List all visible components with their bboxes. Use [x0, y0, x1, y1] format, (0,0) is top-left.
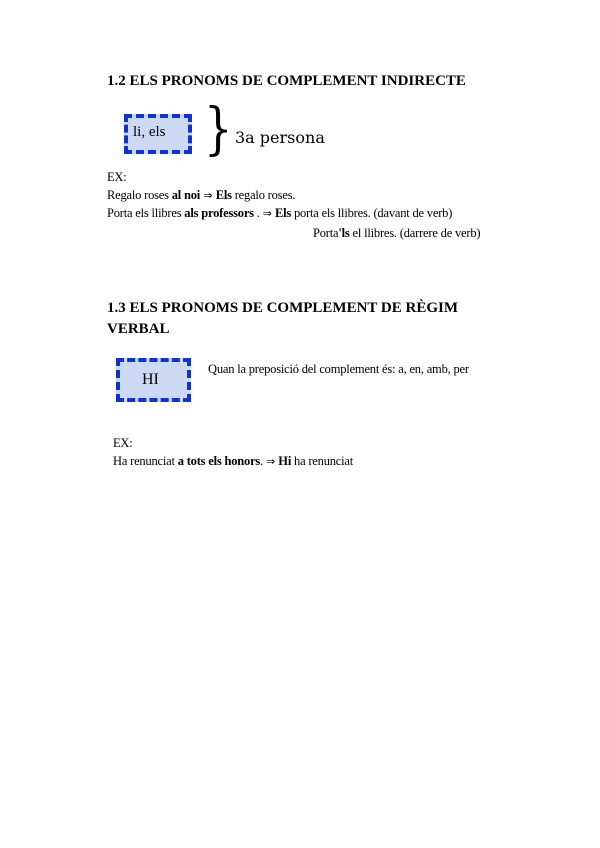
text: Ha renunciat — [113, 454, 178, 468]
arrow-icon: ⇒ — [265, 455, 279, 468]
pronoun-box-label: li, els — [133, 124, 166, 140]
bold-text: als professors — [184, 206, 254, 220]
example-label: EX: — [113, 436, 133, 450]
section-heading-regim-line1: 1.3 ELS PRONOMS DE COMPLEMENT DE RÈGIM — [107, 300, 458, 316]
arrow-icon: ⇒ — [200, 189, 216, 202]
bold-text: a tots els honors — [177, 454, 261, 468]
section-heading-indirect: 1.2 ELS PRONOMS DE COMPLEMENT INDIRECTE — [107, 73, 466, 89]
text: regalo roses. — [231, 188, 296, 202]
text: el llibres. (darrere de verb) — [349, 226, 481, 240]
brace-label: 3a persona — [235, 128, 325, 147]
curly-brace: } — [204, 97, 233, 162]
example-line-regim — [113, 454, 353, 469]
bold-text: 'ls — [338, 226, 350, 240]
text: Regalo roses — [107, 188, 172, 202]
text: . — [253, 206, 263, 220]
section-heading-regim-line2: VERBAL — [107, 321, 170, 337]
text: . — [260, 454, 266, 468]
text: porta els llibres. (davant de verb) — [291, 206, 453, 220]
pronoun-box-label: HI — [142, 371, 159, 388]
bold-text: Hi — [278, 454, 292, 468]
example-line-2 — [107, 206, 452, 221]
arrow-icon: ⇒ — [262, 207, 275, 220]
text: Porta els llibres — [107, 206, 185, 220]
example-line-3 — [313, 226, 480, 241]
example-line-1 — [107, 188, 295, 203]
text: ha renunciat — [291, 454, 354, 468]
preposition-description: Quan la preposició del complement és: a, en, amb, per — [208, 362, 469, 376]
example-label: EX: — [107, 170, 127, 184]
bold-text: al noi — [171, 188, 201, 202]
bold-text: Els — [274, 206, 292, 220]
bold-text: Els — [215, 188, 232, 202]
text: Porta — [313, 226, 339, 240]
